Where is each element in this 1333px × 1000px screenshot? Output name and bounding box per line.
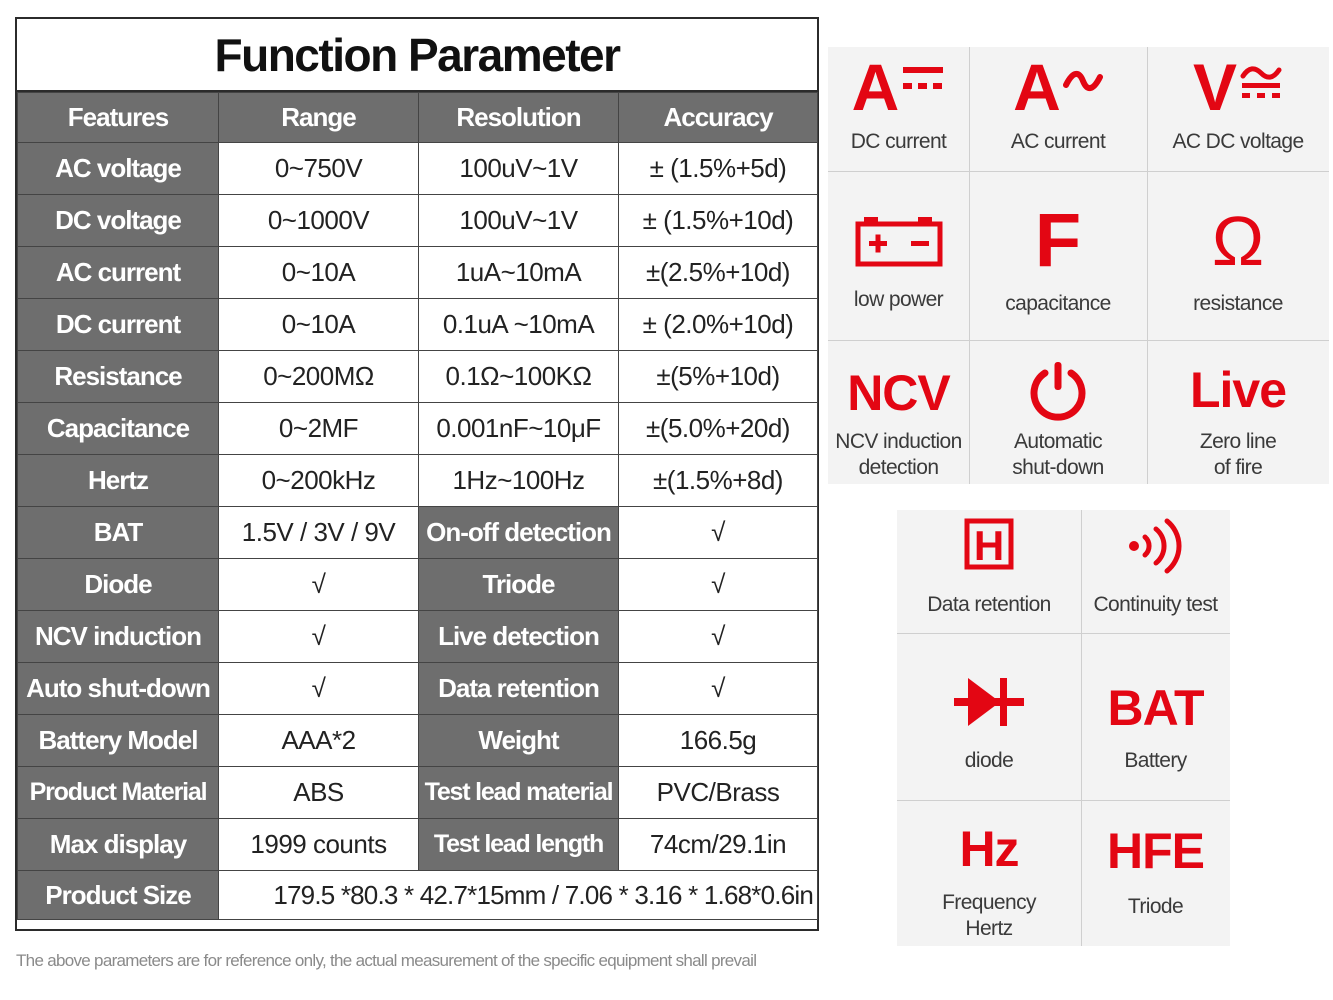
feature-caption-line1: Zero line (1199, 430, 1277, 453)
value-cell: √ (219, 611, 419, 663)
feature-caption: resistance (1193, 292, 1283, 315)
feature-cell: NCV induction (18, 611, 219, 663)
feature-cell: Resistance (18, 351, 219, 403)
feature-cell: Weight (419, 715, 619, 767)
feature-cell: Live detection (419, 611, 619, 663)
range-cell: 0~10A (219, 299, 419, 351)
accuracy-cell: ±(5%+10d) (619, 351, 818, 403)
range-cell: 0~200MΩ (219, 351, 419, 403)
resolution-cell: 1uA~10mA (419, 247, 619, 299)
accuracy-cell: ± (2.0%+10d) (619, 299, 818, 351)
feature-battery (1081, 678, 1230, 774)
ac-current-icon: A (1013, 53, 1103, 121)
table-row (18, 767, 818, 819)
accuracy-cell: ±(5.0%+20d) (619, 403, 818, 455)
feature-caption-line1: NCV induction (835, 430, 962, 453)
capacitance-icon: F (1034, 198, 1082, 283)
table-row (18, 247, 818, 299)
accuracy-cell: ± (1.5%+5d) (619, 143, 818, 195)
feature-cell: Hertz (18, 455, 219, 507)
accuracy-cell: ± (1.5%+10d) (619, 195, 818, 247)
feature-caption-line2: detection (858, 456, 939, 479)
header-row (18, 93, 818, 143)
hfe-icon: HFE (1107, 823, 1204, 879)
resolution-cell: 100uV~1V (419, 195, 619, 247)
table-row (18, 507, 818, 559)
feature-cell: Data retention (419, 663, 619, 715)
feature-caption: capacitance (1005, 292, 1111, 315)
table-row (18, 403, 818, 455)
function-parameter-table (15, 17, 819, 931)
hertz-icon: Hz (959, 821, 1019, 877)
range-cell: 0~10A (219, 247, 419, 299)
product-size-value: 179.5 *80.3 * 42.7*15mm / 7.06 * 3.16 * 1.68*0.6in (219, 871, 818, 920)
range-cell: 0~750V (219, 143, 419, 195)
table-row (18, 195, 818, 247)
power-icon (1026, 357, 1090, 423)
table-row (18, 299, 818, 351)
table-row (18, 559, 818, 611)
battery-icon (854, 209, 944, 273)
live-icon: Live (1189, 362, 1287, 418)
feature-caption-line1: Frequency (942, 891, 1036, 914)
table-row (18, 611, 818, 663)
value-cell: PVC/Brass (619, 767, 818, 819)
feature-caption-line2: of fire (1213, 456, 1263, 479)
feature-auto-shutdown (969, 357, 1147, 481)
feature-low-power (828, 209, 969, 313)
continuity-icon (1125, 516, 1187, 576)
parameter-grid (17, 92, 818, 920)
feature-caption: AC current (1010, 130, 1106, 153)
value-cell: √ (219, 663, 419, 715)
value-cell: 1999 counts (219, 819, 419, 871)
feature-caption: Continuity test (1093, 593, 1218, 616)
feature-caption: Data retention (927, 593, 1051, 616)
product-size-row (18, 871, 818, 920)
feature-cell: Test lead material (419, 767, 619, 819)
data-hold-icon (964, 516, 1014, 572)
feature-live (1147, 359, 1329, 481)
feature-cell: Battery Model (18, 715, 219, 767)
range-cell: 0~1000V (219, 195, 419, 247)
feature-continuity (1081, 516, 1230, 618)
feature-icons-panel-secondary (897, 510, 1230, 946)
feature-caption-line2: shut-down (1012, 456, 1104, 479)
feature-cell: On-off detection (419, 507, 619, 559)
dc-current-icon: A (852, 53, 946, 121)
feature-dc-current (828, 50, 969, 155)
table-row (18, 351, 818, 403)
diode-icon (954, 672, 1024, 732)
ac-dc-voltage-icon: V (1193, 53, 1283, 121)
feature-caption-line2: Hertz (965, 917, 1013, 940)
resolution-cell: 1Hz~100Hz (419, 455, 619, 507)
feature-cell: Product Material (18, 767, 219, 819)
header-accuracy: Accuracy (619, 93, 818, 143)
feature-cell: BAT (18, 507, 219, 559)
resolution-cell: 0.1uA ~10mA (419, 299, 619, 351)
ncv-icon: NCV (847, 365, 950, 421)
resolution-cell: 100uV~1V (419, 143, 619, 195)
feature-cell: Capacitance (18, 403, 219, 455)
feature-caption: DC current (850, 130, 947, 153)
feature-cell: AC current (18, 247, 219, 299)
feature-cell: AC voltage (18, 143, 219, 195)
header-resolution: Resolution (419, 93, 619, 143)
table-row (18, 819, 818, 871)
resistance-icon: Ω (1211, 202, 1265, 280)
header-features: Features (18, 93, 219, 143)
feature-caption: Triode (1127, 895, 1184, 918)
value-cell: ABS (219, 767, 419, 819)
feature-caption: low power (853, 288, 944, 311)
value-cell: √ (619, 559, 818, 611)
product-size-label: Product Size (18, 871, 219, 920)
value-cell: 1.5V / 3V / 9V (219, 507, 419, 559)
resolution-cell: 0.001nF~10μF (419, 403, 619, 455)
feature-ncv (828, 363, 969, 481)
value-cell: √ (619, 663, 818, 715)
feature-cell: DC voltage (18, 195, 219, 247)
table-row (18, 143, 818, 195)
feature-caption: Battery (1124, 749, 1187, 772)
value-cell: 166.5g (619, 715, 818, 767)
feature-ac-current (969, 50, 1147, 155)
feature-cell: Max display (18, 819, 219, 871)
feature-data-retention (897, 516, 1081, 618)
resolution-cell: 0.1Ω~100KΩ (419, 351, 619, 403)
feature-caption: AC DC voltage (1172, 130, 1304, 153)
feature-cell: Triode (419, 559, 619, 611)
feature-ac-dc-voltage (1147, 50, 1329, 155)
header-range: Range (219, 93, 419, 143)
feature-cell: Auto shut-down (18, 663, 219, 715)
feature-caption: diode (964, 749, 1014, 772)
feature-cell: DC current (18, 299, 219, 351)
range-cell: 0~2MF (219, 403, 419, 455)
table-row (18, 455, 818, 507)
feature-triode (1081, 820, 1230, 920)
value-cell: AAA*2 (219, 715, 419, 767)
feature-capacitance (969, 198, 1147, 317)
value-cell: √ (619, 611, 818, 663)
feature-diode (897, 672, 1081, 774)
feature-resistance (1147, 202, 1329, 317)
table-title: Function Parameter (17, 19, 817, 92)
svg-text:H: H (973, 522, 1005, 569)
feature-frequency (897, 818, 1081, 942)
feature-cell: Test lead length (419, 819, 619, 871)
table-row (18, 663, 818, 715)
accuracy-cell: ±(1.5%+8d) (619, 455, 818, 507)
value-cell: 74cm/29.1in (619, 819, 818, 871)
feature-cell: Diode (18, 559, 219, 611)
feature-caption-line1: Automatic (1014, 430, 1102, 453)
disclaimer-note: The above parameters are for reference only, the actual measurement of the specific equipment shall prevail (16, 951, 757, 970)
accuracy-cell: ±(2.5%+10d) (619, 247, 818, 299)
table-row (18, 715, 818, 767)
range-cell: 0~200kHz (219, 455, 419, 507)
bat-icon: BAT (1107, 680, 1204, 736)
value-cell: √ (619, 507, 818, 559)
feature-icons-panel (828, 47, 1329, 484)
value-cell: √ (219, 559, 419, 611)
